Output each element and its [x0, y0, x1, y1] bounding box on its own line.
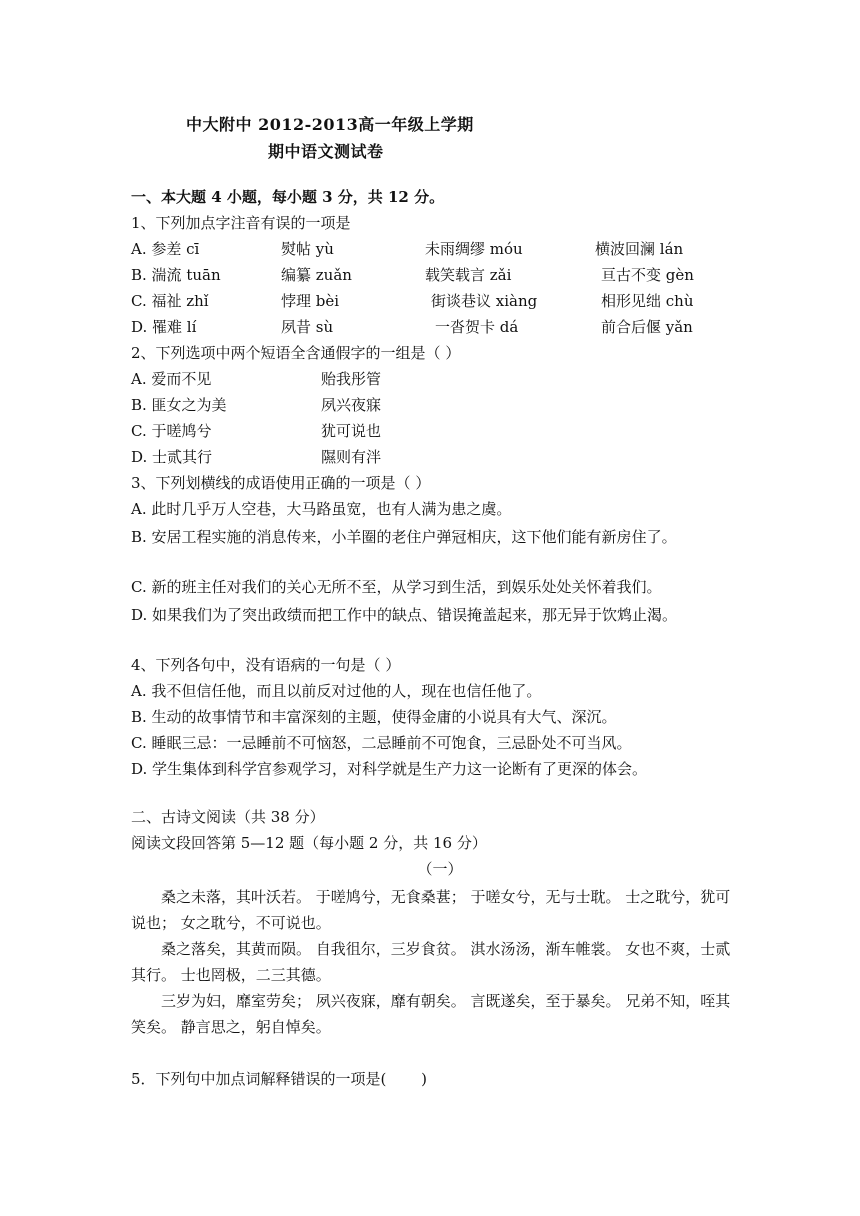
q2-option-a [131, 368, 731, 390]
q2-b-1: B. 匪女之为美 [131, 396, 227, 414]
q2-a-1: A. 爱而不见 [131, 370, 212, 388]
q2-option-c [131, 420, 731, 442]
q1-option-b [131, 264, 731, 286]
q1-d-1: D. 罹难 lí [131, 318, 197, 336]
q1-a-4: 横波回澜 lán [595, 240, 684, 258]
q1-d-4: 前合后偃 yǎn [601, 318, 693, 336]
q3-option-c: C. 新的班主任对我们的关心无所不至，从学习到生活，到娱乐处处关怀着我们。 [131, 578, 662, 596]
q2-a-2: 贻我彤管 [321, 370, 382, 388]
q2-b-2: 夙兴夜寐 [321, 396, 382, 414]
q3-stem: 3、下列划横线的成语使用正确的一项是（ ） [131, 474, 431, 492]
section2-heading: 二、古诗文阅读（共 38 分） [131, 808, 325, 826]
passage-paragraph-2: 桑之落矣，其黄而陨。 自我徂尔，三岁食贫。 淇水汤汤，渐车帷裳。 女也不爽，士贰其行。 士也罔极，二三其德。 [131, 940, 731, 984]
q3-option-d: D. 如果我们为了突出政绩而把工作中的缺点、错误掩盖起来，那无异于饮鸩止渴。 [131, 606, 678, 624]
q2-stem: 2、下列选项中两个短语全含通假字的一组是（ ） [131, 344, 461, 362]
q1-stem: 1、下列加点字注音有误的一项是 [131, 214, 351, 232]
q1-c-4: 相形见绌 chù [601, 292, 694, 310]
q4-option-c: C. 睡眠三忌：一忌睡前不可恼怒，二忌睡前不可饱食，三忌卧处不可当风。 [131, 734, 632, 752]
q3-option-b: B. 安居工程实施的消息传来，小羊圈的老住户弹冠相庆，这下他们能有新房住了。 [131, 528, 677, 546]
q1-a-2: 熨帖 yù [281, 240, 334, 258]
q1-d-3: 一沓贺卡 dá [435, 318, 519, 336]
q4-option-b: B. 生动的故事情节和丰富深刻的主题，使得金庸的小说具有大气、深沉。 [131, 708, 617, 726]
exam-subtitle: 期中语文测试卷 [268, 142, 384, 161]
q1-b-2: 编纂 zuǎn [281, 266, 352, 284]
q1-option-c [131, 290, 731, 312]
q1-d-2: 夙昔 sù [281, 318, 334, 336]
section2-instruction: 阅读文段回答第 5—12 题（每小题 2 分，共 16 分） [131, 834, 487, 852]
exam-title: 中大附中 2012-2013高一年级上学期 [186, 115, 474, 134]
q1-c-3: 街谈巷议 xiàng [431, 292, 538, 310]
q4-option-d: D. 学生集体到科学宫参观学习，对科学就是生产力这一论断有了更深的体会。 [131, 760, 648, 778]
q2-d-1: D. 士贰其行 [131, 448, 213, 466]
passage-paragraph-3: 三岁为妇，靡室劳矣； 夙兴夜寐，靡有朝矣。 言既遂矣，至于暴矣。 兄弟不知，咥其笑矣。 静言思之，躬自悼矣。 [131, 992, 731, 1036]
section1-heading: 一、本大题 4 小题，每小题 3 分，共 12 分。 [131, 188, 445, 206]
q1-c-2: 悖理 bèi [281, 292, 340, 310]
q1-option-d [131, 316, 731, 338]
passage-label: （一） [417, 860, 463, 878]
q2-c-2: 犹可说也 [321, 422, 382, 440]
q2-option-b [131, 394, 731, 416]
q4-stem: 4、下列各句中，没有语病的一句是（ ） [131, 656, 401, 674]
q4-option-a: A. 我不但信任他，而且以前反对过他的人，现在也信任他了。 [131, 682, 542, 700]
q2-d-2: 隰则有泮 [321, 448, 382, 466]
q2-option-d [131, 446, 731, 468]
q1-a-1: A. 参差 cī [131, 240, 200, 258]
q1-b-4: 亘古不变 gèn [601, 266, 694, 284]
q1-b-1: B. 湍流 tuān [131, 266, 221, 284]
q1-b-3: 载笑载言 zǎi [425, 266, 512, 284]
q2-c-1: C. 于嗟鸠兮 [131, 422, 212, 440]
q1-option-a [131, 238, 731, 260]
passage-paragraph-1: 桑之未落，其叶沃若。 于嗟鸠兮，无食桑葚； 于嗟女兮，无与士耽。 士之耽兮，犹可说也； 女之耽兮，不可说也。 [131, 888, 731, 932]
q5-stem: 5．下列句中加点词解释错误的一项是( ) [131, 1070, 428, 1088]
q1-a-3: 未雨绸缪 móu [425, 240, 523, 258]
q1-c-1: C. 福祉 zhǐ [131, 292, 209, 310]
q3-option-a: A. 此时几乎万人空巷，大马路虽宽，也有人满为患之虞。 [131, 500, 512, 518]
